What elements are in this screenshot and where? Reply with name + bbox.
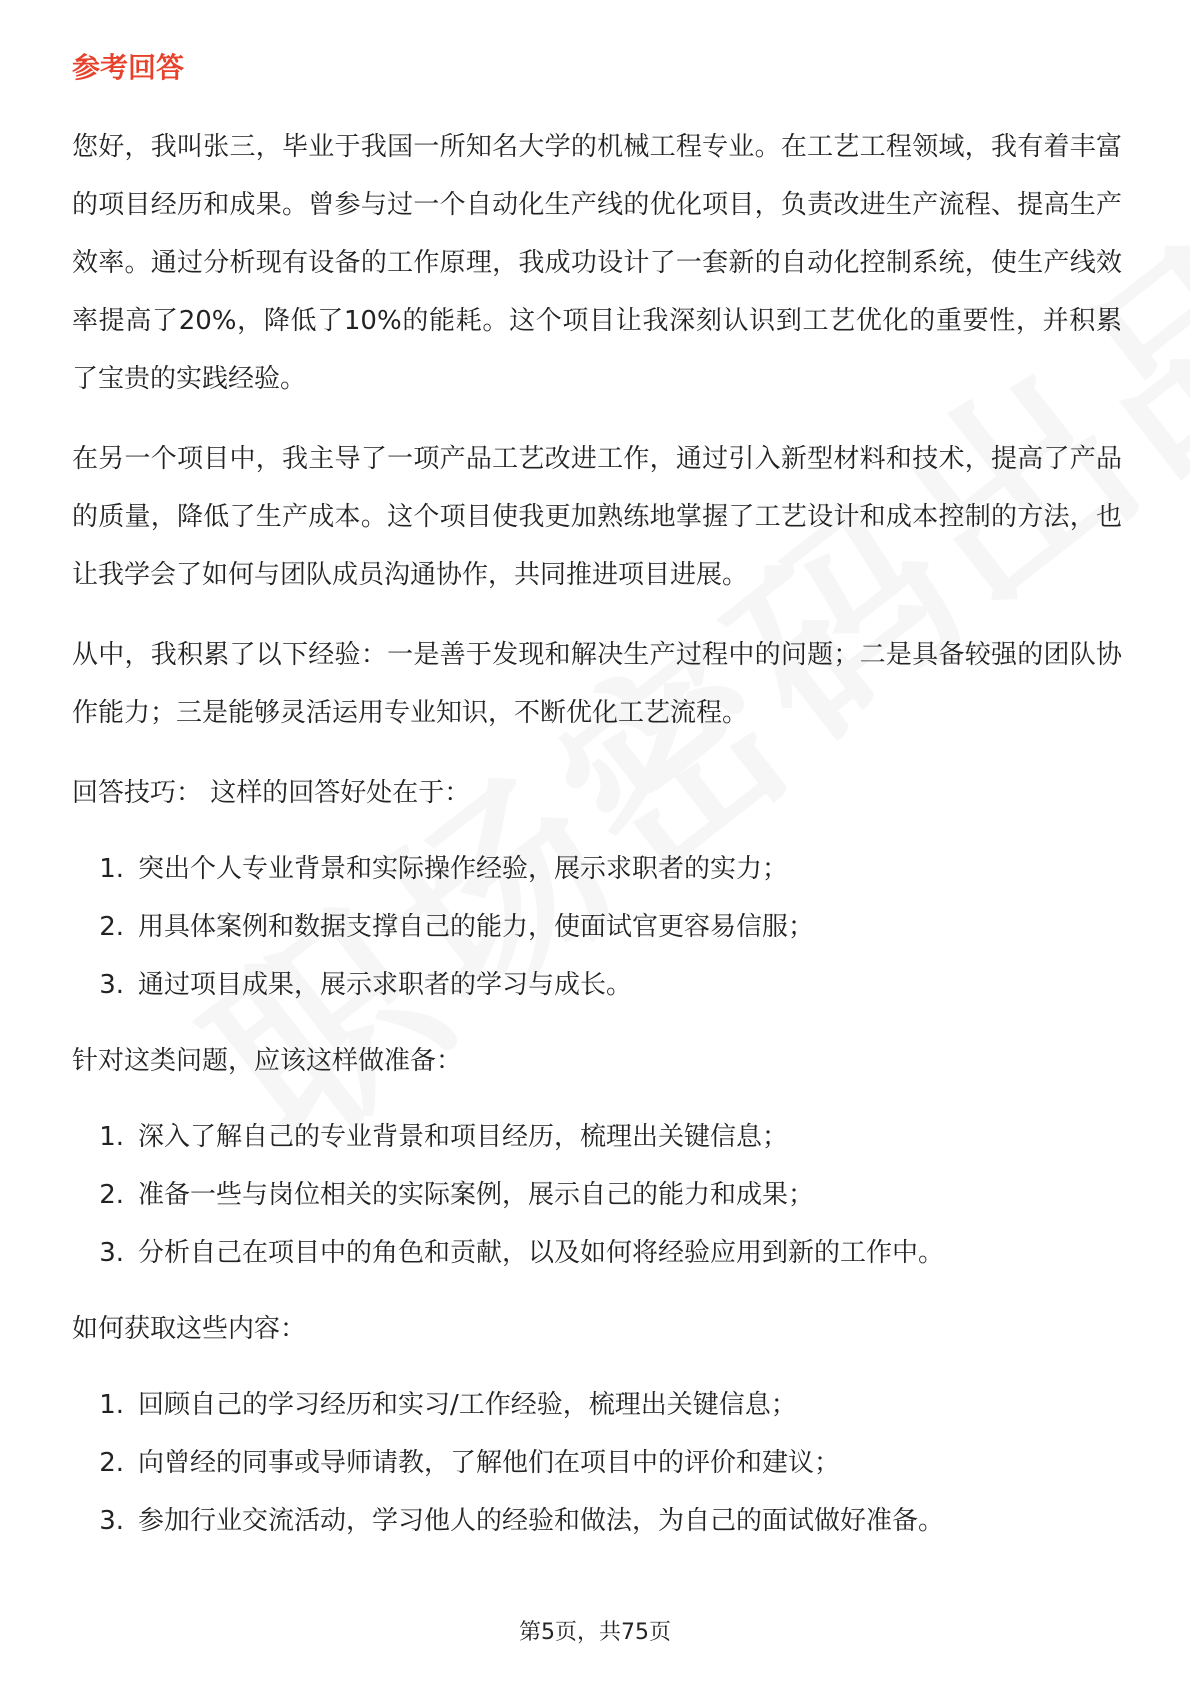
list-item xyxy=(72,956,1122,1014)
list-text: 准备一些与岗位相关的实际案例，展示自己的能力和成果； xyxy=(138,1180,815,1210)
section-label-preparation: 针对这类问题，应该这样做准备： xyxy=(72,1046,463,1076)
list-sources xyxy=(72,1376,1122,1550)
paragraph-experience: 从中，我积累了以下经验：一是善于发现和解决生产过程中的问题；二是具备较强的团队协作能力；三是能够灵活运用专业知识，不断优化工艺流程。 xyxy=(72,640,1122,728)
list-item xyxy=(72,1166,1122,1224)
list-text: 分析自己在项目中的角色和贡献，以及如何将经验应用到新的工作中。 xyxy=(138,1238,945,1268)
list-number: 3. xyxy=(99,1238,124,1268)
page-footer: 第5页，共75页 xyxy=(519,1620,671,1645)
list-text: 通过项目成果，展示求职者的学习与成长。 xyxy=(138,970,633,1000)
list-number: 2. xyxy=(99,912,124,942)
list-text: 突出个人专业背景和实际操作经验，展示求职者的实力； xyxy=(138,854,789,884)
list-number: 3. xyxy=(99,1506,124,1536)
list-text: 参加行业交流活动，学习他人的经验和做法，为自己的面试做好准备。 xyxy=(138,1506,945,1536)
list-item xyxy=(72,840,1122,898)
list-item xyxy=(72,898,1122,956)
list-text: 回顾自己的学习经历和实习/工作经验，梳理出关键信息； xyxy=(138,1390,797,1420)
list-item xyxy=(72,1224,1122,1282)
paragraph-intro: 您好，我叫张三，毕业于我国一所知名大学的机械工程专业。在工艺工程领域，我有着丰富的项目经历和成果。曾参与过一个自动化生产线的优化项目，负责改进生产流程、提高生产效率。通过分析现有设备的工作原理，我成功设计了一套新的自动化控制系统，使生产线效率提高了20%，降低了10%的能耗。这个项目让我深刻认识到工艺优化的重要性，并积累了宝贵的实践经验。 xyxy=(72,132,1122,394)
content xyxy=(72,48,1122,1568)
paragraph-project: 在另一个项目中，我主导了一项产品工艺改进工作，通过引入新型材料和技术，提高了产品的质量，降低了生产成本。这个项目使我更加熟练地掌握了工艺设计和成本控制的方法，也让我学会了如何与团队成员沟通协作，共同推进项目进展。 xyxy=(72,444,1122,590)
list-number: 3. xyxy=(99,970,124,1000)
list-item xyxy=(72,1108,1122,1166)
list-number: 1. xyxy=(99,854,124,884)
list-tips xyxy=(72,840,1122,1014)
section-label-tips: 回答技巧： 这样的回答好处在于： xyxy=(72,778,471,808)
section-label-sources: 如何获取这些内容： xyxy=(72,1314,307,1344)
list-item xyxy=(72,1492,1122,1550)
list-text: 深入了解自己的专业背景和项目经历，梳理出关键信息； xyxy=(138,1122,789,1152)
list-number: 2. xyxy=(99,1448,124,1478)
list-text: 用具体案例和数据支撑自己的能力，使面试官更容易信服； xyxy=(138,912,815,942)
list-text: 向曾经的同事或导师请教，了解他们在项目中的评价和建议； xyxy=(138,1448,841,1478)
list-number: 1. xyxy=(99,1122,124,1152)
section-heading: 参考回答 xyxy=(72,51,185,84)
list-item xyxy=(72,1434,1122,1492)
list-preparation xyxy=(72,1108,1122,1282)
list-item xyxy=(72,1376,1122,1434)
list-number: 2. xyxy=(99,1180,124,1210)
list-number: 1. xyxy=(99,1390,124,1420)
